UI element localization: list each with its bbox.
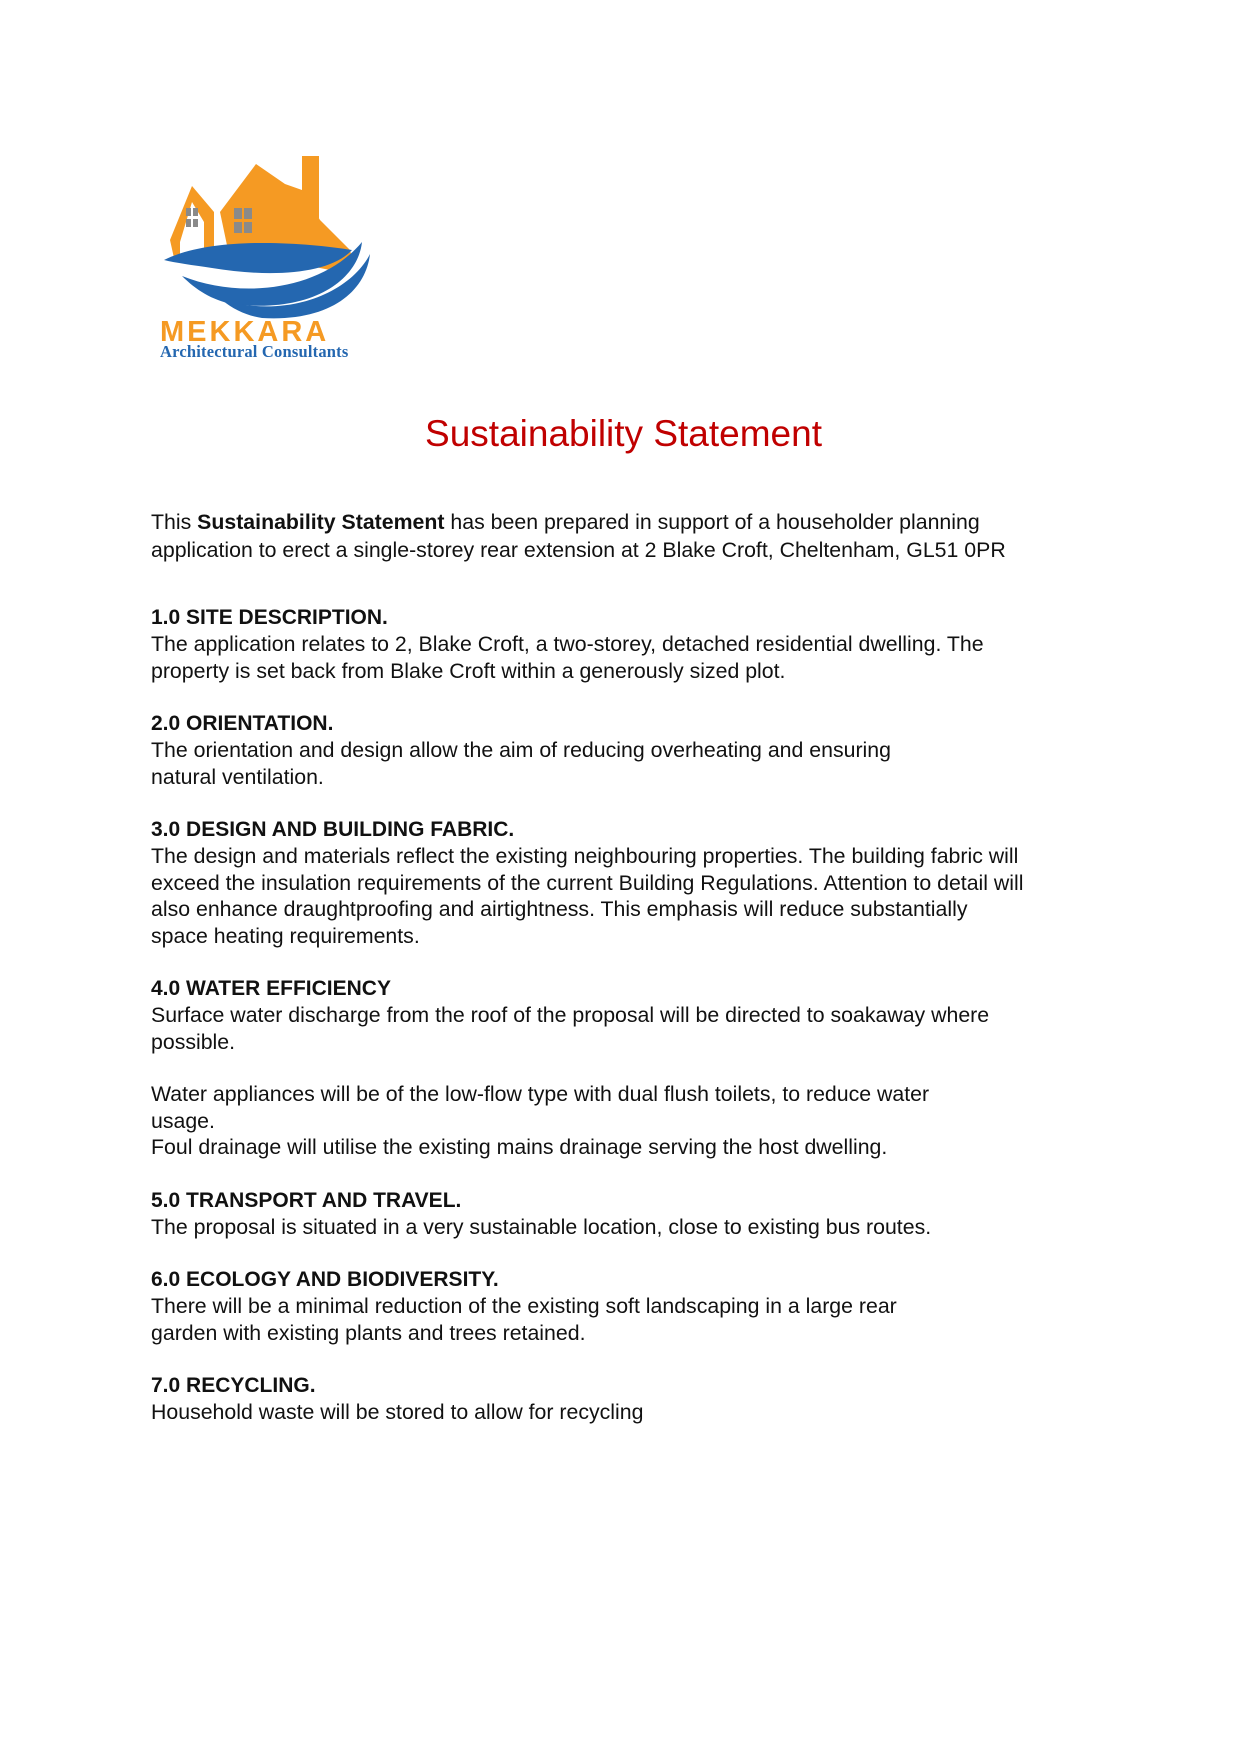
paragraph-line: possible. [151, 1029, 236, 1054]
intro-post: has been prepared in support of a householder planning [444, 510, 980, 534]
logo-subtitle: Architectural Consultants [160, 342, 349, 361]
section-heading: 1.0 SITE DESCRIPTION. [151, 606, 388, 629]
section-paragraph [151, 631, 1111, 684]
logo-brand-name: MEKKARA [160, 316, 330, 348]
section-7 [151, 1373, 1111, 1426]
paragraph-line: also enhance draughtproofing and airtightness. This emphasis will reduce substantially [151, 897, 968, 921]
paragraph-line: natural ventilation. [151, 764, 324, 789]
section-paragraph [151, 843, 1111, 949]
paragraph-line: exceed the insulation requirements of the current Building Regulations. Attention to detail will [151, 870, 1024, 895]
section-6 [151, 1267, 1111, 1346]
section-heading: 2.0 ORIENTATION. [151, 712, 334, 735]
paragraph-line: property is set back from Blake Croft within a generously sized plot. [151, 658, 786, 683]
section-3 [151, 817, 1111, 949]
intro-bold: Sustainability Statement [197, 510, 445, 534]
section-paragraph [151, 1002, 1111, 1055]
section-paragraph [151, 1214, 1111, 1241]
intro-pre: This [151, 510, 198, 534]
sections-list [151, 605, 1111, 1453]
section-heading: 3.0 DESIGN AND BUILDING FABRIC. [151, 818, 515, 841]
house-wave-logo-graphic [152, 150, 382, 320]
intro-line2: application to erect a single-storey rear extension at 2 Blake Croft, Cheltenham, GL51 0PR [151, 538, 1006, 562]
paragraph-line: The proposal is situated in a very sustainable location, close to existing bus routes. [151, 1214, 932, 1239]
paragraph-line: Surface water discharge from the roof of the proposal will be directed to soakaway where [151, 1003, 990, 1027]
paragraph-line: space heating requirements. [151, 923, 420, 948]
section-heading: 4.0 WATER EFFICIENCY [151, 977, 391, 1000]
paragraph-line: Water appliances will be of the low-flow type with dual flush toilets, to reduce water [151, 1082, 930, 1106]
page-title: Sustainability Statement [425, 413, 822, 454]
paragraph-line: garden with existing plants and trees retained. [151, 1320, 586, 1345]
section-4 [151, 976, 1111, 1161]
paragraph-line: The orientation and design allow the aim of reducing overheating and ensuring [151, 738, 891, 762]
section-heading: 5.0 TRANSPORT AND TRAVEL. [151, 1188, 462, 1212]
section-paragraph [151, 1081, 1111, 1161]
paragraph-line: Household waste will be stored to allow for recycling [151, 1400, 644, 1424]
paragraph-line: The design and materials reflect the existing neighbouring properties. The building fabric will [151, 844, 1019, 868]
section-heading: 6.0 ECOLOGY AND BIODIVERSITY. [151, 1268, 499, 1291]
intro-paragraph [151, 508, 1111, 564]
paragraph-line: There will be a minimal reduction of the existing soft landscaping in a large rear [151, 1294, 897, 1318]
paragraph-line: Foul drainage will utilise the existing mains drainage serving the host dwelling. [151, 1135, 888, 1159]
section-5 [151, 1188, 1111, 1241]
section-paragraph [151, 1399, 1111, 1426]
section-paragraph [151, 1293, 1111, 1346]
section-heading: 7.0 RECYCLING. [151, 1374, 316, 1397]
paragraph-line: The application relates to 2, Blake Croft, a two-storey, detached residential dwelling. The [151, 632, 984, 656]
section-1 [151, 605, 1111, 684]
paragraph-line: usage. [151, 1108, 215, 1133]
section-paragraph [151, 737, 1111, 790]
section-2 [151, 711, 1111, 790]
